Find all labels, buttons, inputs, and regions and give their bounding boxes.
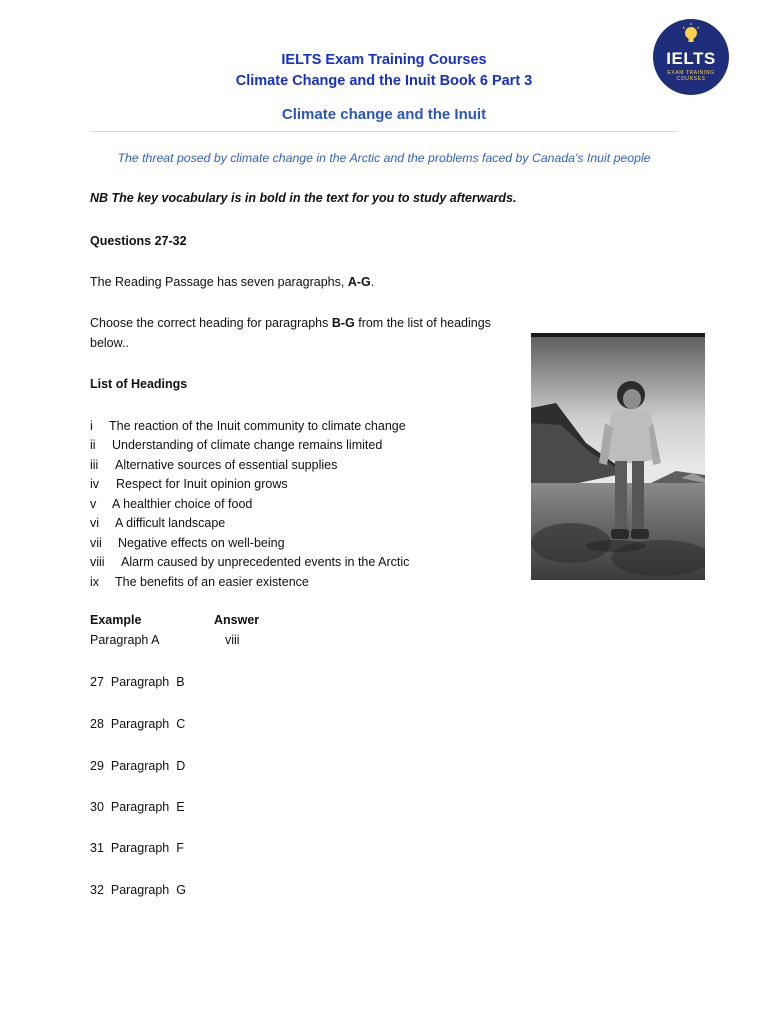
page-title: Climate change and the Inuit [281, 106, 487, 123]
list-of-headings-title: List of Headings [90, 377, 188, 391]
heading-item: ii Understanding of climate change remains limited [90, 438, 383, 452]
question-row: 29 Paragraph D [90, 759, 186, 773]
heading-item: ix The benefits of an easier existence [90, 575, 309, 589]
question-row: 28 Paragraph C [90, 717, 186, 731]
instruction-text: Choose the correct heading for paragraphs B-G from the list of headings below.. [90, 316, 491, 350]
heading-item: vii Negative effects on well-being [90, 536, 285, 550]
question-row: 27 Paragraph B [90, 675, 185, 689]
course-title: IELTS Exam Training Courses [281, 52, 487, 68]
inuit-child-photo [531, 333, 705, 580]
photo-image [531, 333, 705, 580]
logo-subtext: EXAM TRAINING COURSES [667, 70, 715, 82]
question-row: 30 Paragraph E [90, 800, 185, 814]
logo-text: IELTS [666, 49, 716, 68]
questions-title: Questions 27-32 [90, 234, 187, 248]
vocabulary-note: NB The key vocabulary is in bold in the text for you to study afterwards. [90, 191, 517, 205]
question-row: 32 Paragraph G [90, 883, 186, 897]
book-title: Climate Change and the Inuit Book 6 Part 3 [235, 73, 533, 89]
heading-item: viii Alarm caused by unprecedented events in the Arctic [90, 555, 410, 569]
example-answer: viii [225, 633, 240, 647]
divider [90, 131, 678, 132]
ielts-logo [653, 19, 729, 95]
heading-item: iii Alternative sources of essential supplies [90, 458, 338, 472]
question-row: 31 Paragraph F [90, 841, 184, 855]
heading-item: v A healthier choice of food [90, 497, 253, 511]
answer-column-header: Answer [214, 613, 260, 627]
tagline: The threat posed by climate change in the Arctic and the problems faced by Canada's Inuit people [117, 151, 651, 165]
intro-text: The Reading Passage has seven paragraphs, A-G. [90, 275, 375, 289]
heading-item: iv Respect for Inuit opinion grows [90, 477, 288, 491]
heading-item: vi A difficult landscape [90, 516, 226, 530]
example-column-header: Example [90, 613, 142, 627]
heading-item: i The reaction of the Inuit community to climate change [90, 419, 406, 433]
lightbulb-icon [653, 19, 729, 49]
example-paragraph: Paragraph A [90, 633, 160, 647]
